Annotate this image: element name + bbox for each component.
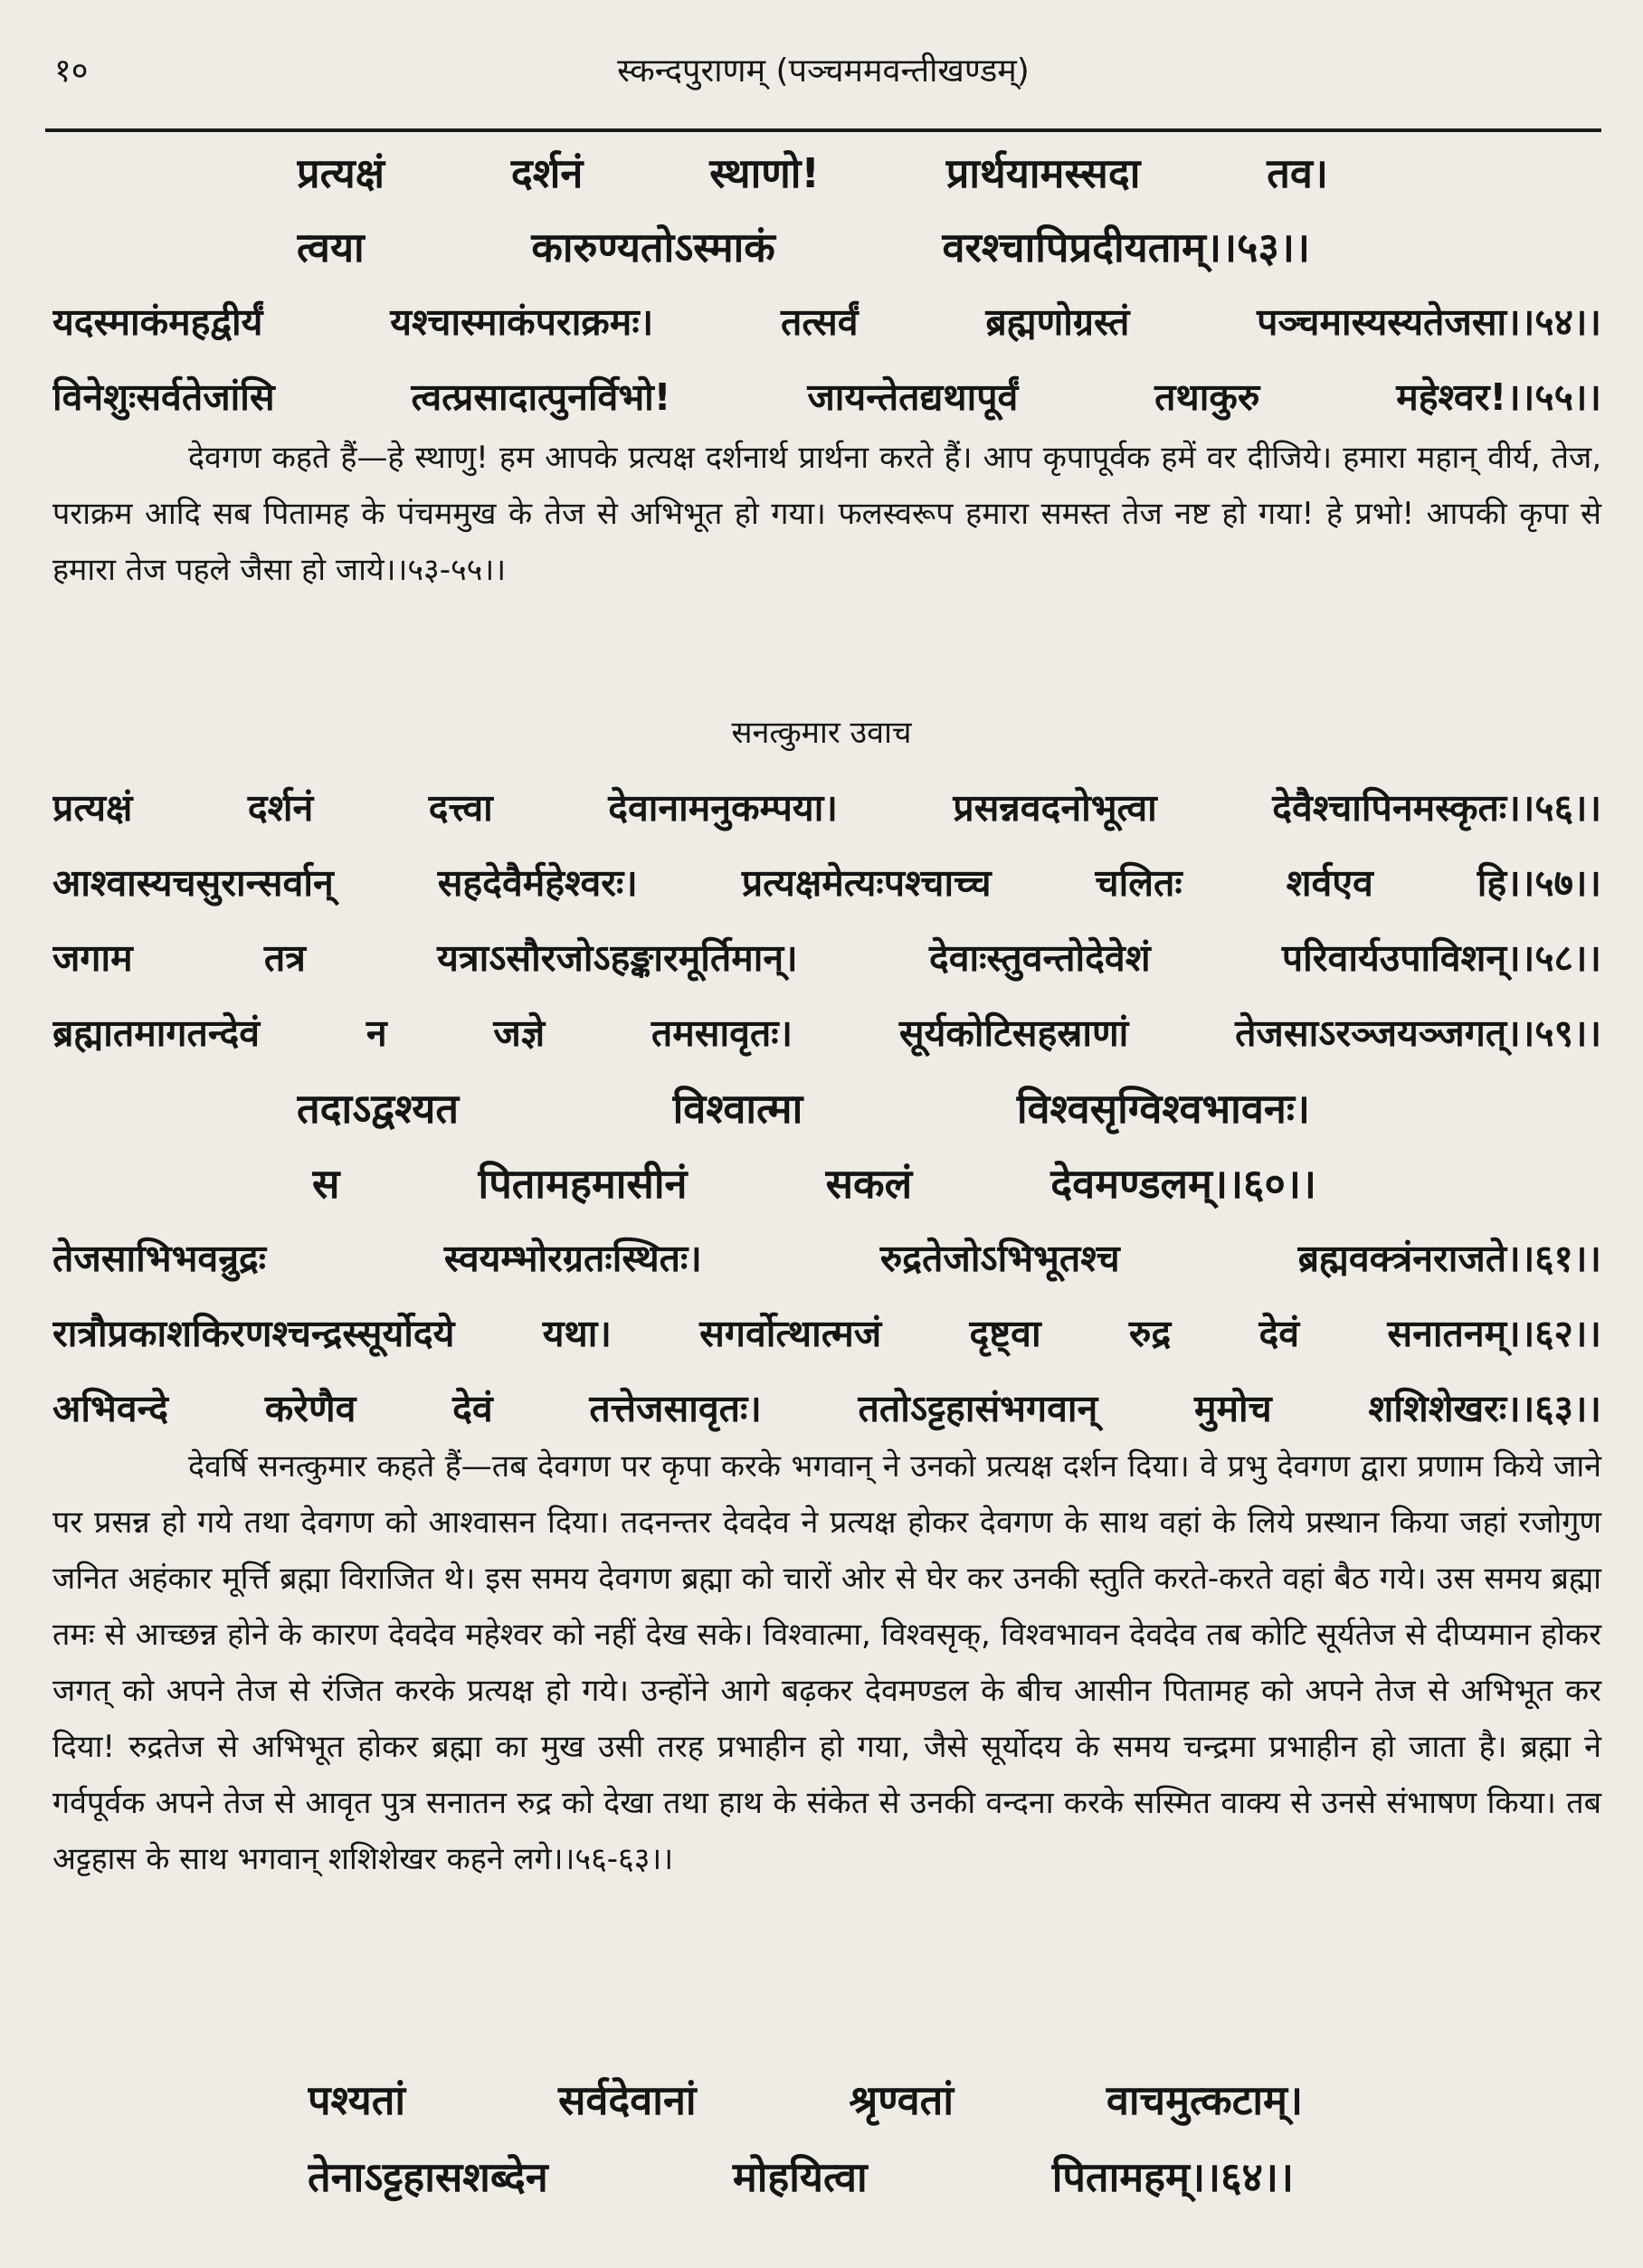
verse-line: तदाऽद्वश्यत विश्वात्मा विश्वसृग्विश्वभावनः। <box>297 1084 1310 1133</box>
running-title: स्कन्दपुराणम् (पञ्चममवन्तीखण्डम्) <box>617 52 1030 90</box>
verse-line: तेनाऽट्टहासशब्देन मोहयित्वा पितामहम्।।६४।। <box>308 2152 1294 2201</box>
verse-line: तेजसाभिभवन्रुद्रः स्वयम्भोरग्रतःस्थितः। रुद्रतेजोऽभिभूतश्च ब्रह्मवक्त्रंनराजते।।६१।। <box>52 1237 1601 1280</box>
verse-line: यदस्माकंमहद्वीर्यं यश्चास्माकंपराक्रमः। तत्सर्वं ब्रह्मणोग्रस्तं पञ्चमास्यस्यतेजसा।।५४।। <box>52 300 1601 344</box>
verse-line: त्वया कारुण्यतोऽस्माकं वरश्चापिप्रदीयताम्।।५३।। <box>297 223 1310 271</box>
verse-line: विनेशुःसर्वतेजांसि त्वत्प्रसादात्पुनर्विभो! जायन्तेतद्यथापूर्वं तथाकुरु महेश्वर!।।५५।। <box>52 375 1601 419</box>
verse-line: प्रत्यक्षं दर्शनं स्थाणो! प्रार्थयामस्सदा तव। <box>297 148 1328 197</box>
page-header <box>45 38 1601 119</box>
verse-line: आश्वास्यचसुरान्सर्वान् सहदेवैर्महेश्वरः। प्रत्यक्षमेत्यःपश्चाच्च चलितः शर्वएव हि।।५७।। <box>52 861 1601 905</box>
page-number: १० <box>54 52 89 90</box>
header-rule <box>45 128 1601 132</box>
verse-line: रात्रौप्रकाशकिरणश्चन्द्रस्सूर्योदये यथा। सगर्वोत्थात्मजं दृष्ट्वा रुद्र देवं सनातनम्।।६२।। <box>52 1312 1601 1355</box>
verse-line: जगाम तत्र यत्राऽसौरजोऽहङ्कारमूर्तिमान्। देवाःस्तुवन्तोदेवेशं परिवार्यउपाविशन्।।५८।। <box>52 936 1601 980</box>
speaker-heading: सनत्कुमार उवाच <box>731 715 912 751</box>
verse-line: पश्यतां सर्वदेवानां श्रृण्वतां वाचमुत्कटाम्। <box>308 2075 1303 2124</box>
verse-line: ब्रह्मातमागतन्देवं न जज्ञे तमसावृतः। सूर्यकोटिसहस्राणां तेजसाऽरञ्जयञ्जगत्।।५९।। <box>52 1011 1601 1055</box>
translation-paragraph: देवगण कहते हैं—हे स्थाणु! हम आपके प्रत्यक्ष दर्शनार्थ प्रार्थना करते हैं। आप कृपापूर्वक हमें वर दीजिये। हमारा महान् वीर्य, तेज, पराक्रम आदि सब पितामह के पंचममुख के तेज से अभिभूत हो गया। फलस्वरूप हमारा समस्त तेज नष्ट हो गया! हे प्रभो! आपकी कृपा से हमारा तेज पहले जैसा हो जाये।।५३-५५।। <box>52 440 1601 588</box>
verse-line: स पितामहमासीनं सकलं देवमण्डलम्।।६०।। <box>312 1159 1316 1208</box>
verse-line: अभिवन्दे करेणैव देवं तत्तेजसावृतः। ततोऽट्टहासंभगवान् मुमोच शशिशेखरः।।६३।। <box>52 1387 1601 1430</box>
verse-line: प्रत्यक्षं दर्शनं दत्त्वा देवानामनुकम्पया। प्रसन्नवदनोभूत्वा देवैश्चापिनमस्कृतः।।५६।। <box>52 786 1601 830</box>
translation-paragraph: देवर्षि सनत्कुमार कहते हैं—तब देवगण पर कृपा करके भगवान् ने उनको प्रत्यक्ष दर्शन दिया। वे प्रभु देवगण द्वारा प्रणाम किये जाने पर प्रसन्न हो गये तथा देवगण को आश्वासन दिया। तदनन्तर देवदेव ने प्रत्यक्ष होकर देवगण के साथ वहां के लिये प्रस्थान किया जहां रजोगुण जनित अहंकार मूर्त्ति ब्रह्मा विराजित थे। इस समय देवगण ब्रह्मा को चारों ओर से घेर कर उनकी स्तुति करते-करते वहां बैठ गये। उस समय ब्रह्मा तमः से आच्छन्न होने के कारण देवदेव महेश्वर को नहीं देख सके। विश्वात्मा, विश्वसृक्, विश्वभावन देवदेव तब कोटि सूर्यतेज से दीप्यमान होकर जगत् को अपने तेज से रंजित करके प्रत्यक्ष हो गये। उन्होंने आगे बढ़कर देवमण्डल के बीच आसीन पितामह को अपने तेज से अभिभूत कर दिया! रुद्रतेज से अभिभूत होकर ब्रह्मा का मुख उसी तरह प्रभाहीन हो गया, जैसे सूर्योदय के समय चन्द्रमा प्रभाहीन हो जाता है। ब्रह्मा ने गर्वपूर्वक अपने तेज से आवृत पुत्र सनातन रुद्र को देखा तथा हाथ के संकेत से उनकी वन्दना करके सस्मित वाक्य से उनसे संभाषण किया। तब अट्टहास के साथ भगवान् शशिशेखर कहने लगे।।५६-६३।। <box>52 1448 1601 1877</box>
